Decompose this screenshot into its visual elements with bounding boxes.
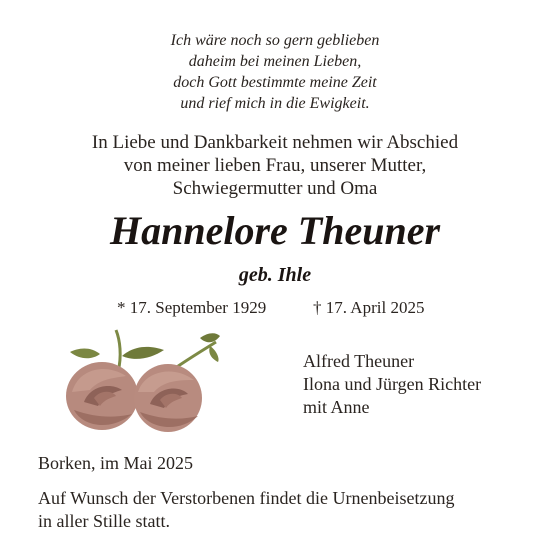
- intro-line: In Liebe und Dankbarkeit nehmen wir Abschied: [91, 132, 459, 153]
- farewell-intro: [0, 131, 550, 200]
- poem-line: doch Gott bestimmte meine Zeit: [173, 74, 377, 91]
- mourners-list: [303, 350, 481, 419]
- poem: [0, 30, 550, 114]
- note-line: in aller Stille statt.: [38, 511, 170, 531]
- intro-line: von meiner lieben Frau, unserer Mutter,: [123, 155, 427, 176]
- mourner-line: Ilona und Jürgen Richter: [303, 374, 482, 394]
- burial-note: [38, 487, 528, 533]
- birth-date: * 17. September 1929: [117, 298, 267, 317]
- poem-line: daheim bei meinen Lieben,: [188, 53, 362, 70]
- intro-line: Schwiegermutter und Oma: [172, 178, 378, 199]
- death-date: † 17. April 2025: [313, 298, 425, 317]
- maiden-name: geb. Ihle: [238, 264, 312, 286]
- mourner-line: mit Anne: [303, 397, 370, 417]
- poem-line: Ich wäre noch so gern geblieben: [170, 32, 380, 49]
- mourner-line: Alfred Theuner: [303, 351, 415, 371]
- deceased-name: Hannelore Theuner: [109, 208, 441, 253]
- poem-line: und rief mich in die Ewigkeit.: [180, 95, 370, 112]
- note-line: Auf Wunsch der Verstorbenen findet die Urnenbeisetzung: [38, 488, 455, 508]
- place-and-date: Borken, im Mai 2025: [38, 453, 193, 473]
- roses-illustration: [60, 326, 222, 436]
